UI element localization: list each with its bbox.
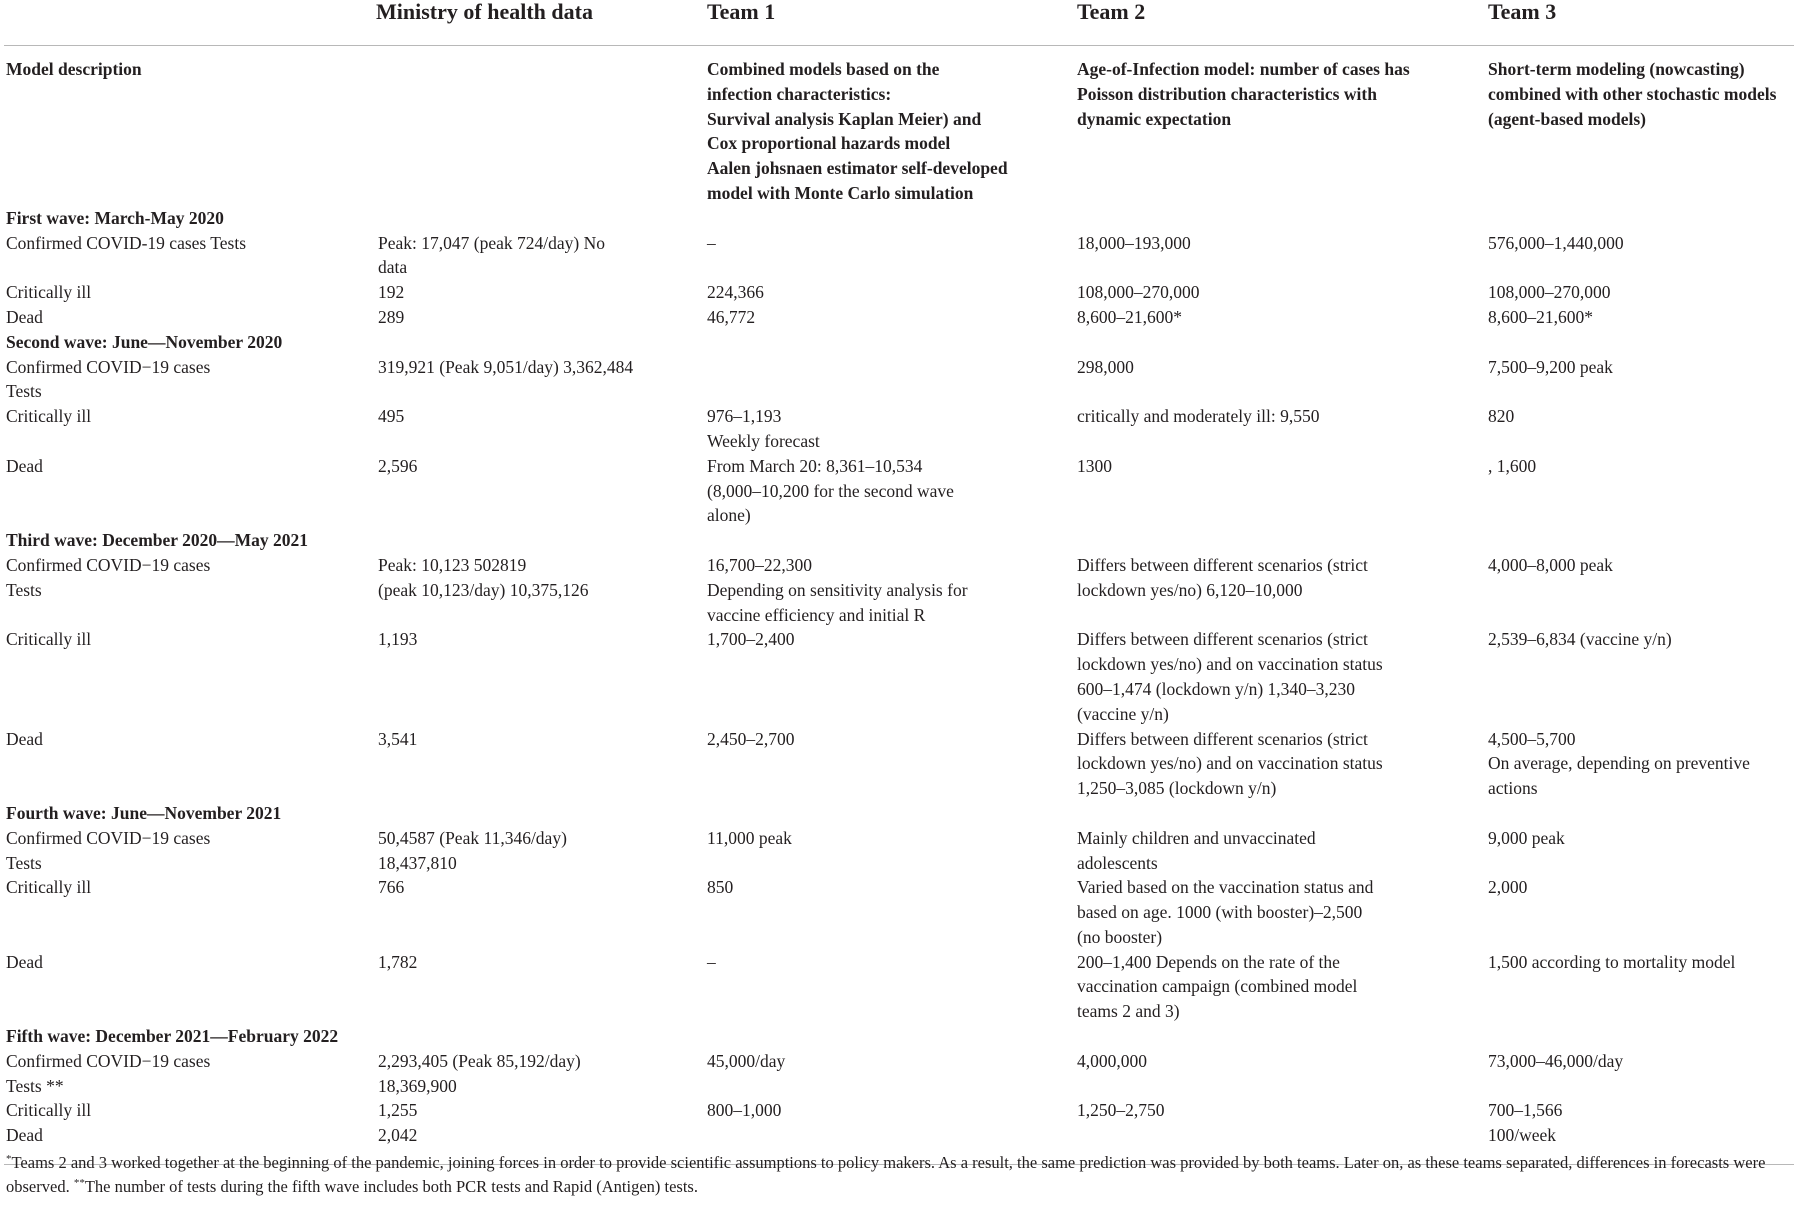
table-cell: 73,000–46,000/day [1488,1050,1624,1071]
section-row [4,46,1794,206]
row-label-cell: Second wave: June—November 2020 [6,331,283,352]
table-row [4,950,1794,1024]
section-row [4,206,1794,231]
table-cell [1488,330,1794,355]
table-cell [1488,528,1794,553]
table-row [4,454,1794,528]
table-cell [1488,801,1794,826]
table-cell: 4,500–5,700 On average, depending on preventive actions [1488,728,1750,799]
table-cell: 108,000–270,000 [1488,282,1611,303]
table-row [4,1098,1794,1123]
table-cell: 289 [378,306,405,327]
table-cell: Short-term modeling (nowcasting) combined with other stochastic models (agent-based models) [1488,59,1777,129]
table-cell [707,801,1077,826]
table-body [4,46,1794,1165]
table-cell: 8,600–21,600* [1488,306,1593,327]
table-cell: Differs between different scenarios (strict lockdown yes/no) and on vaccination status 1,250–3,085 (lockdown y/n) [1077,728,1383,799]
row-label-cell: Model description [6,59,142,79]
table-cell: Peak: 10,123 502819 (peak 10,123/day) 10,375,126 [378,554,589,600]
table-cell: 4,000–8,000 peak [1488,554,1613,575]
table-cell: 820 [1488,406,1515,427]
table-row [4,231,1794,281]
table-cell [707,206,1077,231]
table-row [4,627,1794,726]
table-cell: 2,539–6,834 (vaccine y/n) [1488,629,1672,650]
header-ministry-of-health: Ministry of health data [376,0,707,46]
row-label-cell: Fifth wave: December 2021—February 2022 [6,1026,339,1047]
table-row [4,875,1794,949]
table-cell [707,330,1077,355]
table-cell: Age-of-Infection model: number of cases has Poisson distribution characteristics with dynamic expectation [1077,59,1410,129]
table-cell [376,801,707,826]
row-label-cell: Confirmed COVID−19 cases Tests [6,827,211,873]
table-cell: 2,042 [376,1123,707,1164]
row-label-cell: Dead [6,455,43,476]
table-cell: 3,541 [378,728,418,749]
table-row [4,1049,1794,1099]
table-cell: , 1,600 [1488,455,1537,476]
table-cell [1488,1024,1794,1049]
table-cell [376,528,707,553]
table-cell [1077,330,1488,355]
table-cell: 9,000 peak [1488,827,1565,848]
header-blank [4,0,376,46]
table-cell: 192 [378,282,405,303]
table-cell [707,528,1077,553]
table-cell: Varied based on the vaccination status and based on age. 1000 (with booster)–2,500 (no booster) [1077,877,1374,947]
table-cell: 1,250–2,750 [1077,1100,1165,1121]
table-cell [1077,1024,1488,1049]
table-row [4,404,1794,454]
table-cell: 200–1,400 Depends on the rate of the vaccination campaign (combined model teams 2 and 3) [1077,951,1358,1022]
row-label-cell: Confirmed COVID-19 cases Tests [6,232,247,253]
table-cell: Combined models based on the infection characteristics: Survival analysis Kaplan Meier) and Cox proportional hazards model Aalen johsnaen estimator self-developed model with Monte Carlo simulation [707,59,1008,203]
table-cell: 1,500 according to mortality model [1488,951,1736,972]
table-cell [376,206,707,231]
table-cell: 11,000 peak [707,827,792,848]
table-cell: 108,000–270,000 [1077,282,1200,303]
row-label-cell: Critically ill [6,1100,92,1121]
footnote-text-2: The number of tests during the fifth wave includes both PCR tests and Rapid (Antigen) tests. [84,1177,698,1196]
table-cell: 50,4587 (Peak 11,346/day) 18,437,810 [378,827,567,873]
table-cell: 8,600–21,600* [1077,306,1182,327]
table-cell: 46,772 [707,306,756,327]
row-label-cell: Dead [6,728,43,749]
table-cell: 2,596 [378,455,418,476]
header-team-1: Team 1 [707,0,1077,46]
table-cell: Differs between different scenarios (strict lockdown yes/no) and on vaccination status 600–1,474 (lockdown y/n) 1,340–3,230 (vaccine y/n) [1077,629,1383,724]
table-cell: 800–1,000 [707,1100,782,1121]
table-row [4,553,1794,627]
table-cell [1077,528,1488,553]
table-cell: Peak: 17,047 (peak 724/day) No data [378,232,605,278]
row-label-cell: Fourth wave: June—November 2021 [6,802,282,823]
table-row [4,826,1794,876]
table-cell: 2,000 [1488,877,1528,898]
footnote-mark-1: * [6,1153,12,1165]
table-cell: 1300 [1077,455,1112,476]
table-cell: From March 20: 8,361–10,534 (8,000–10,200 for the second wave alone) [707,455,954,526]
section-row [4,1024,1794,1049]
row-label-cell: Third wave: December 2020—May 2021 [6,530,308,551]
row-label-cell: Critically ill [6,282,92,303]
section-row [4,801,1794,826]
table-cell: 7,500–9,200 peak [1488,356,1613,377]
footnote-mark-2: ** [73,1177,85,1189]
table-cell: 16,700–22,300 Depending on sensitivity analysis for vaccine efficiency and initial R [707,554,968,625]
table-cell: 224,366 [707,282,764,303]
header-team-2: Team 2 [1077,0,1488,46]
row-label-cell: Critically ill [6,877,92,898]
table-cell: 319,921 (Peak 9,051/day) 3,362,484 [378,356,634,377]
table-cell [1488,206,1794,231]
table-cell: 850 [707,877,734,898]
table-cell: 766 [378,877,405,898]
table-cell [376,1024,707,1049]
table-cell: 18,000–193,000 [1077,232,1191,253]
table-cell: Differs between different scenarios (strict lockdown yes/no) 6,120–10,000 [1077,554,1368,600]
row-label-cell: Dead [4,1123,376,1164]
table-cell: 2,293,405 (Peak 85,192/day) 18,369,900 [378,1050,581,1096]
table-cell [1077,206,1488,231]
row-label-cell: Confirmed COVID−19 cases Tests ** [6,1050,211,1096]
table-cell: 298,000 [1077,356,1134,377]
section-row [4,528,1794,553]
table-header [4,0,1794,46]
table-cell: – [707,232,716,253]
table-cell: 45,000/day [707,1050,786,1071]
row-label-cell: Confirmed COVID−19 cases Tests [6,554,211,600]
table-cell: 700–1,566 [1488,1100,1563,1121]
table-cell [376,46,707,206]
table-cell: 4,000,000 [1077,1050,1147,1071]
header-team-3: Team 3 [1488,0,1794,46]
forecast-comparison-table [4,0,1794,1165]
table-cell [707,1024,1077,1049]
table-cell [1077,801,1488,826]
footnote-text-1: Teams 2 and 3 worked together at the beginning of the pandemic, joining forces in order to provide scientific assumptions to policy makers. As a result, the same prediction was provided by both teams. Later on, as these teams separated, differences in forecasts were observed. [6,1153,1766,1196]
table-row [4,727,1794,801]
table-cell: 100/week [1488,1123,1794,1164]
table-cell: 1,782 [378,951,418,972]
table-row [4,305,1794,330]
row-label-cell: Confirmed COVID−19 cases Tests [6,356,211,402]
table-cell: 976–1,193 Weekly forecast [707,406,820,451]
row-label-cell: Critically ill [6,629,92,650]
table-cell: 576,000–1,440,000 [1488,232,1624,253]
table-cell: 495 [378,406,405,427]
row-label-cell: Critically ill [6,406,92,427]
row-label-cell: Dead [6,306,43,327]
table-cell: 1,193 [378,629,418,650]
table-cell: critically and moderately ill: 9,550 [1077,406,1320,427]
section-row [4,330,1794,355]
table-row [4,280,1794,305]
table-cell: 1,255 [378,1100,418,1121]
table-cell: 1,700–2,400 [707,629,795,650]
table-cell: – [707,951,716,972]
table-cell [707,355,1077,405]
row-label-cell: Dead [6,951,43,972]
table-cell: 2,450–2,700 [707,728,795,749]
table-row [4,355,1794,405]
table-cell [376,330,707,355]
table-footnote [6,1151,1794,1199]
table-cell: Mainly children and unvaccinated adolescents [1077,827,1316,873]
row-label-cell: First wave: March-May 2020 [6,207,224,228]
